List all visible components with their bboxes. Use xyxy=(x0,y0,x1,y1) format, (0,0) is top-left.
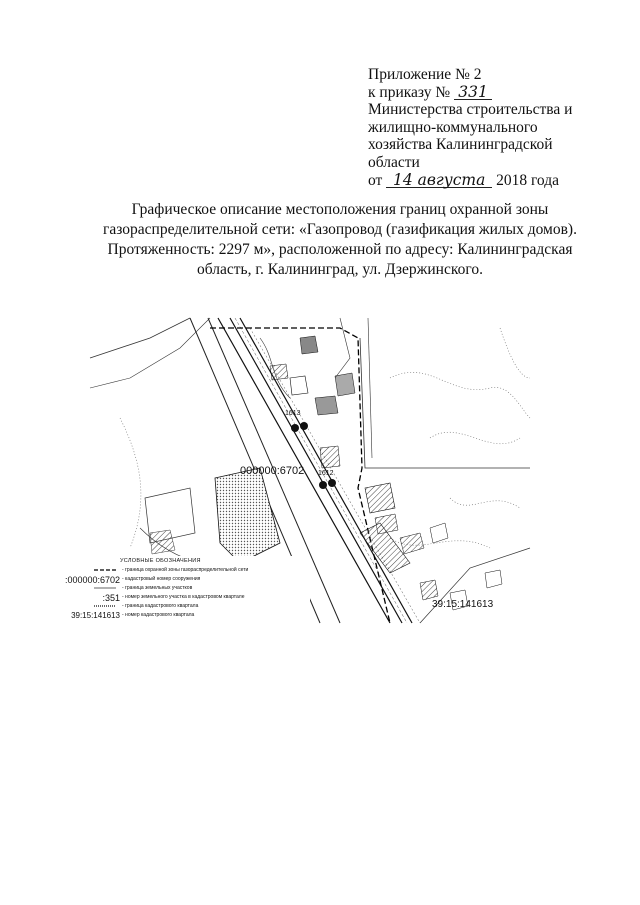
cadastral-map xyxy=(64,318,530,623)
title-line: область, г. Калининград, ул. Дзержинского. xyxy=(197,261,483,278)
point-label: 1613 xyxy=(285,410,301,417)
appendix-line: жилищно-коммунального xyxy=(368,118,538,136)
legend-row xyxy=(92,566,308,574)
order-number: 331 xyxy=(454,85,492,100)
appendix-line: хозяйства Калининградской xyxy=(368,136,553,154)
appendix-line: Приложение № 2 xyxy=(368,66,482,83)
legend-key: :000000:6702 xyxy=(64,575,120,585)
order-line xyxy=(368,84,618,102)
legend-text: - номер земельного участка в кадастровом квартале xyxy=(122,594,245,600)
legend-row xyxy=(71,611,308,620)
legend-text: - граница земельных участков xyxy=(122,585,193,591)
handwritten-date: 14 августа xyxy=(386,173,492,188)
date-prefix: от xyxy=(368,171,383,189)
legend-row xyxy=(92,593,308,601)
appendix-line: области xyxy=(368,153,420,171)
date-line xyxy=(368,172,618,190)
appendix-block xyxy=(368,66,618,189)
appendix-line: Министерства строительства и xyxy=(368,101,573,119)
point-label: 1612 xyxy=(318,470,334,477)
map-legend xyxy=(64,556,310,624)
legend-key: :351 xyxy=(102,593,120,603)
document-title xyxy=(90,200,590,280)
legend-text: - кадастровый номер сооружения xyxy=(122,576,201,582)
legend-symbol xyxy=(92,602,118,610)
title-line: Графическое описание местоположения границ охранной зоны xyxy=(131,201,549,218)
legend-key: 39:15:141613 xyxy=(71,611,120,620)
quarter-label-right: 39:15:141613 xyxy=(432,599,494,610)
legend-title: УСЛОВНЫЕ ОБОЗНАЧЕНИЯ xyxy=(120,558,201,564)
legend-row xyxy=(64,575,308,585)
legend-row xyxy=(92,602,308,610)
title-line: Протяженность: 2297 м», расположенной по адресу: Калининградская xyxy=(107,241,573,258)
parcel-label: 000000:6702 xyxy=(240,465,305,477)
legend-text: - номер кадастрового квартала xyxy=(122,612,195,618)
legend-symbol xyxy=(92,566,118,574)
legend-text: - граница охранной зоны газораспределительной сети xyxy=(122,567,249,573)
legend-text: - граница кадастрового квартала xyxy=(122,603,199,609)
legend-row xyxy=(92,584,308,592)
date-suffix: 2018 года xyxy=(496,171,559,189)
legend-symbol xyxy=(92,584,118,592)
order-prefix: к приказу № xyxy=(368,83,451,101)
title-line: газораспределительной сети: «Газопровод (газификация жилых домов). xyxy=(103,221,577,238)
